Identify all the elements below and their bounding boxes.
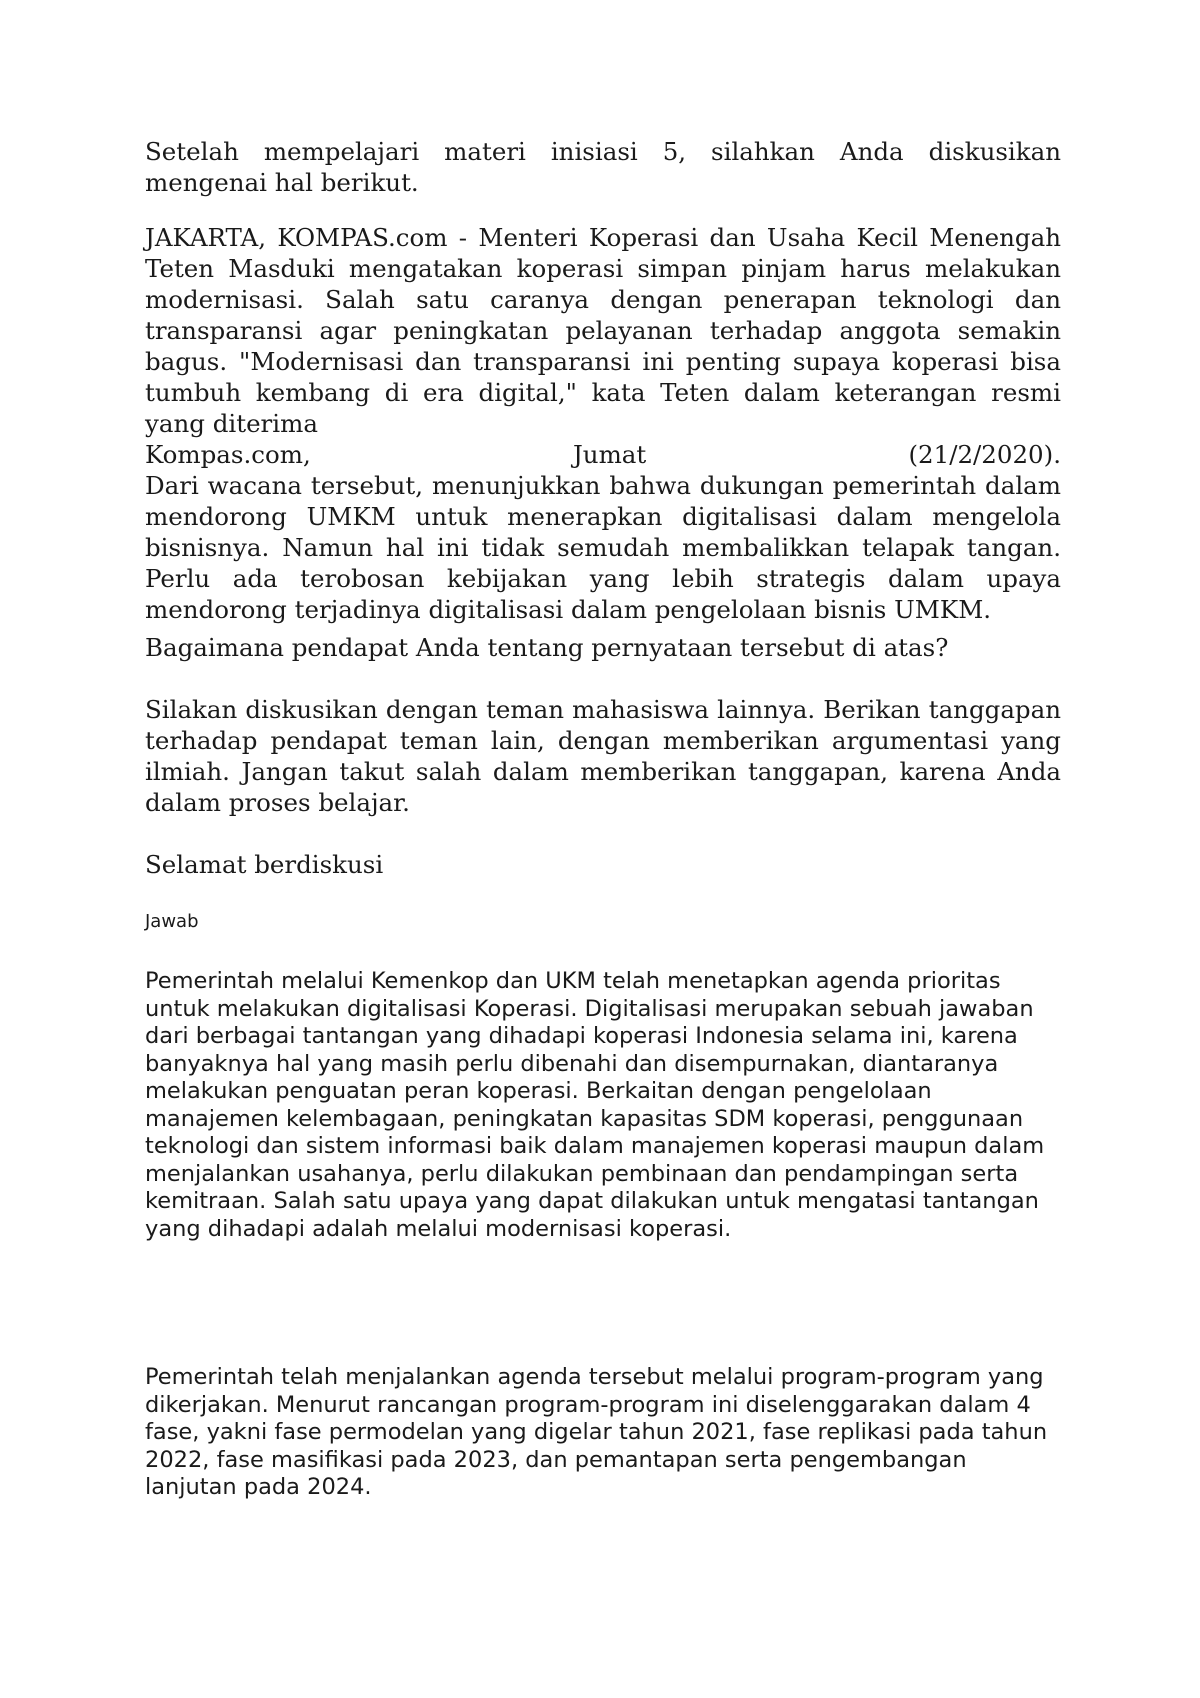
article-dateline: Kompas.com, Jumat (21/2/2020). xyxy=(145,440,1061,469)
closing-line: Selamat berdiskusi xyxy=(145,850,384,879)
instruction-paragraph: Silakan diskusikan dengan teman mahasiswa lainnya. Berikan tanggapan terhadap pendapat teman lain, dengan memberikan argumentasi yang ilmiah. Jangan takut salah dalam memberikan tanggapan, karena Anda dalam proses belajar. xyxy=(145,695,1061,817)
article-text-part1: JAKARTA, KOMPAS.com - Menteri Koperasi dan Usaha Kecil Menengah Teten Masduki mengatakan koperasi simpan pinjam harus melakukan modernisasi. Salah satu caranya dengan penerapan teknologi dan transparansi agar peningkatan pelayanan terhadap anggota semakin bagus. "Modernisasi dan transparansi ini penting supaya koperasi bisa tumbuh kembang di era digital," kata Teten dalam keterangan resmi yang diterima xyxy=(145,223,1061,438)
answer-label: Jawab xyxy=(145,911,199,932)
intro-paragraph: Setelah mempelajari materi inisiasi 5, silahkan Anda diskusikan mengenai hal berikut. xyxy=(145,137,1061,197)
article-paragraph xyxy=(145,222,1061,625)
answer-paragraph-1: Pemerintah melalui Kemenkop dan UKM telah menetapkan agenda prioritas untuk melakukan digitalisasi Koperasi. Digitalisasi merupakan sebuah jawaban dari berbagai tantangan yang dihadapi koperasi Indonesia selama ini, karena banyaknya hal yang masih perlu dibenahi dan disempurnakan, diantaranya melakukan penguatan peran koperasi. Berkaitan dengan pengelolaan manajemen kelembagaan, peningkatan kapasitas SDM koperasi, penggunaan teknologi dan sistem informasi baik dalam manajemen koperasi maupun dalam menjalankan usahanya, perlu dilakukan pembinaan dan pendampingan serta kemitraan. Salah satu upaya yang dapat dilakukan untuk mengatasi tantangan yang dihadapi adalah melalui modernisasi koperasi. xyxy=(145,968,1045,1242)
article-text-part2: Dari wacana tersebut, menunjukkan bahwa dukungan pemerintah dalam mendorong UMKM untuk menerapkan digitalisasi dalam mengelola bisnisnya. Namun hal ini tidak semudah membalikkan telapak tangan. Perlu ada terobosan kebijakan yang lebih strategis dalam upaya mendorong terjadinya digitalisasi dalam pengelolaan bisnis UMKM. xyxy=(145,471,1061,624)
answer-paragraph-2: Pemerintah telah menjalankan agenda tersebut melalui program-program yang dikerjakan. Menurut rancangan program-program ini diselenggarakan dalam 4 fase, yakni fase permodelan yang digelar tahun 2021, fase replikasi pada tahun 2022, fase masifikasi pada 2023, dan pemantapan serta pengembangan lanjutan pada 2024. xyxy=(145,1364,1048,1500)
question-paragraph: Bagaimana pendapat Anda tentang pernyataan tersebut di atas? xyxy=(145,633,949,662)
